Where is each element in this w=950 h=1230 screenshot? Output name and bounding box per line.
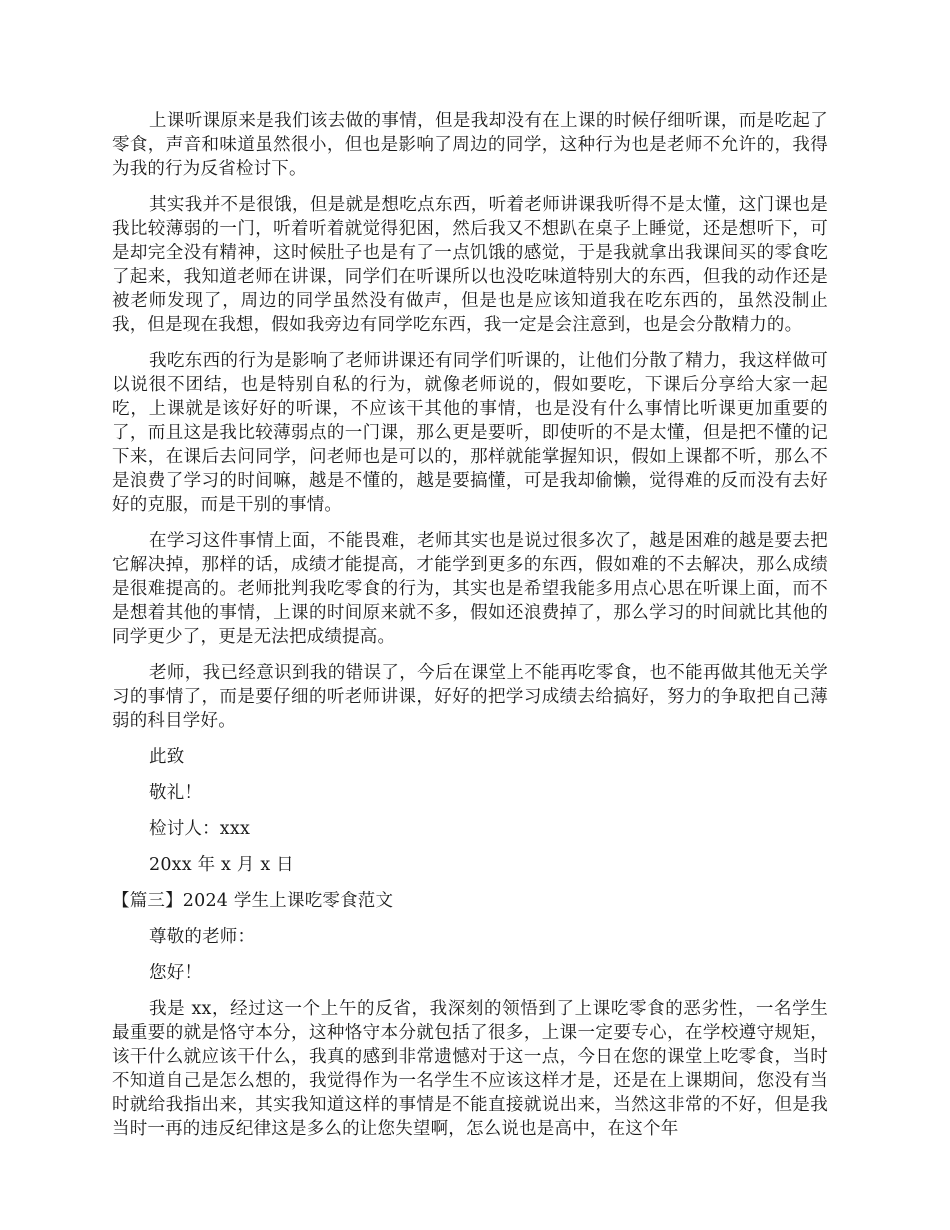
body-paragraph-1: 上课听课原来是我们该去做的事情，但是我却没有在上课的时候仔细听课，而是吃起了零食，声音和味道虽然很小，但也是影响了周边的同学，这种行为也是老师不允许的，我得为我的行为反省检讨下。 bbox=[112, 111, 828, 179]
body-paragraph-6: 我是 xx，经过这一个上午的反省，我深刻的领悟到了上课吃零食的恶劣性，一名学生最重要的就是恪守本分，这种恪守本分就包括了很多，上课一定要专心，在学校遵守规矩，该干什么就应该干什么，我真的感到非常遗憾对于这一点，今日在您的课堂上吃零食，当时不知道自己是怎么想的，我觉得作为一名学生不应该这样才是，还是在上课期间，您没有当时就给我指出来，其实我知道这样的事情是不能直接就说出来，当然这非常的不好，但是我当时一再的违反纪律这是多么的让您失望啊，怎么说也是高中，在这个年 bbox=[112, 999, 828, 1139]
body-paragraph-5: 老师，我已经意识到我的错误了，今后在课堂上不能再吃零食，也不能再做其他无关学习的事情了，而是要仔细的听老师讲课，好好的把学习成绩去给搞好，努力的争取把自己薄弱的科目学好。 bbox=[112, 663, 828, 731]
closing-line: 此致 bbox=[149, 747, 185, 767]
salutation-line: 尊敬的老师： bbox=[149, 927, 256, 947]
date-line: 20xx 年 x 月 x 日 bbox=[149, 855, 294, 875]
closing-salute: 敬礼！ bbox=[149, 783, 203, 803]
signer-line: 检讨人：xxx bbox=[149, 819, 251, 839]
document-page bbox=[112, 109, 828, 1153]
body-paragraph-4: 在学习这件事情上面，不能畏难，老师其实也是说过很多次了，越是困难的越是要去把它解决掉，那样的话，成绩才能提高，才能学到更多的东西，假如难的不去解决，那么成绩是很难提高的。老师批判我吃零食的行为，其实也是希望我能多用点心思在听课上面，而不是想着其他的事情，上课的时间原来就不多，假如还浪费掉了，那么学习的时间就比其他的同学更少了，更是无法把成绩提高。 bbox=[112, 531, 828, 647]
body-paragraph-2: 其实我并不是很饿，但是就是想吃点东西，听着老师讲课我听得不是太懂，这门课也是我比较薄弱的一门，听着听着就觉得犯困，然后我又不想趴在桌子上睡觉，还是想听下，可是却完全没有精神，这时候肚子也是有了一点饥饿的感觉，于是我就拿出我课间买的零食吃了起来，我知道老师在讲课，同学们在听课所以也没吃味道特别大的东西，但我的动作还是被老师发现了，周边的同学虽然没有做声，但是也是应该知道我在吃东西的，虽然没制止我，但是现在我想，假如我旁边有同学吃东西，我一定是会注意到，也是会分散精力的。 bbox=[112, 195, 828, 335]
section-heading: 【篇三】2024 学生上课吃零食范文 bbox=[112, 891, 394, 911]
greeting-line: 您好！ bbox=[149, 963, 203, 983]
body-paragraph-3: 我吃东西的行为是影响了老师讲课还有同学们听课的，让他们分散了精力，我这样做可以说很不团结，也是特别自私的行为，就像老师说的，假如要吃，下课后分享给大家一起吃，上课就是该好好的听课，不应该干其他的事情，也是没有什么事情比听课更加重要的了，而且这是我比较薄弱点的一门课，那么更是要听，即使听的不是太懂，但是把不懂的记下来，在课后去问同学，问老师也是可以的，那样就能掌握知识，假如上课都不听，那么不是浪费了学习的时间嘛，越是不懂的，越是要搞懂，可是我却偷懒，觉得难的反而没有去好好的克服，而是干别的事情。 bbox=[112, 351, 828, 515]
